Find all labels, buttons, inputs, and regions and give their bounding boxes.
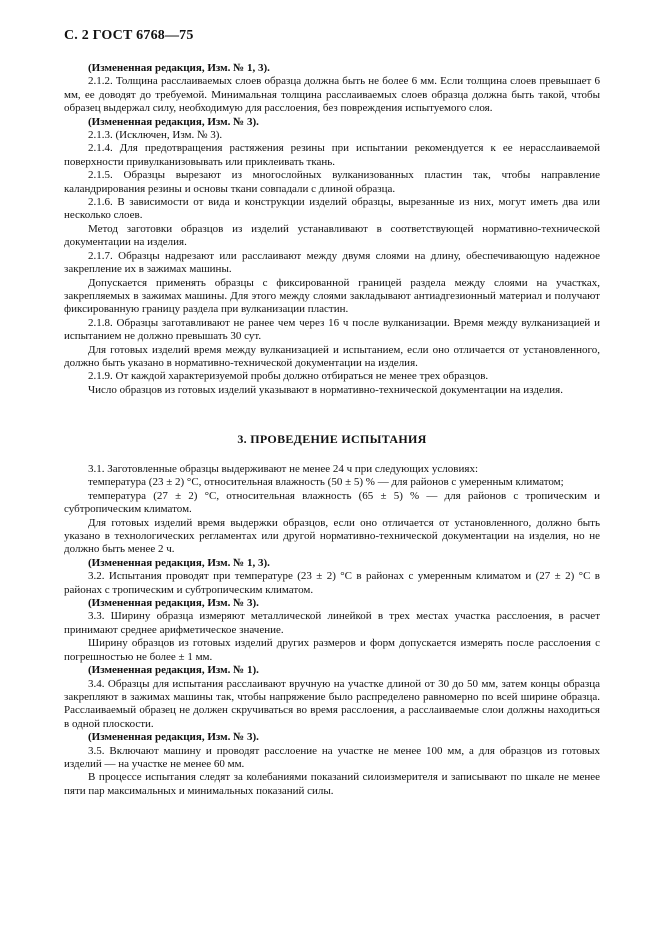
paragraph: 2.1.9. От каждой характеризуемой пробы должно отбираться не менее трех образцов. [88, 370, 489, 383]
paragraph: 2.1.2. Толщина расслаиваемых слоев образца должна быть не более 6 мм. Если толщина слоев превышает 6 мм, ее доводят до требуемой. Минимальная толщина расслаиваемых слоев образца должна быть такой, чтобы образец выдержал силу, необходимую для расслоения, без повреждения испытуемого слоя. [64, 75, 600, 115]
paragraph: 3.2. Испытания проводят при температуре (23 ± 2) °С в районах с умеренным климатом и (27 ± 2) °С в районах с тропическим и субтропическим климатом. [64, 570, 600, 596]
paragraph: (Измененная редакция, Изм. № 1, 3). [88, 62, 270, 74]
paragraph: Ширину образцов из готовых изделий других размеров и форм допускается измерять после расслоения с погрешностью не более ± 1 мм. [64, 637, 600, 663]
paragraph: Для готовых изделий время выдержки образцов, если оно отличается от установленного, должно быть указано в технологических регламентах или другой нормативно-технической документации на изделия, но не должно быть менее 2 ч. [64, 516, 600, 556]
paragraph: 2.1.5. Образцы вырезают из многослойных вулканизованных пластин так, чтобы направление каландрирования резины и основы ткани совпадали с длиной образца. [64, 169, 600, 195]
paragraph: 3.3. Ширину образца измеряют металлической линейкой в трех местах участка расслоения, в расчет принимают среднее арифметическое значение. [64, 610, 600, 636]
paragraph: (Измененная редакция, Изм. № 1). [88, 664, 259, 677]
paragraph: температура (27 ± 2) °С, относительная влажность (65 ± 5) % — для районов с тропическим и субтропическим климатом. [64, 489, 600, 516]
paragraph: 2.1.8. Образцы заготавливают не ранее чем через 16 ч после вулканизации. Время между вулканизацией и испытанием не должно превышать 30 сут. [64, 316, 600, 343]
paragraph: 3.4. Образцы для испытания расслаивают вручную на участке длиной от 30 до 50 мм, затем концы образца закрепляют в зажимах машины так, чтобы напряжение было распределено равномерно по всей ширине образца. Расслаиваемый образец не должен скручиваться во время расслоения, а расслаиваемые слои должны находиться в одной плоскости. [64, 677, 600, 730]
section-3-text [64, 463, 600, 798]
paragraph: Метод заготовки образцов из изделий устанавливают в соответствующей нормативно-технической документации на изделия. [64, 222, 600, 249]
paragraph: В процессе испытания следят за колебаниями показаний силоизмерителя и записывают по шкале не менее пяти пар максимальных и минимальных показаний силы. [64, 771, 600, 797]
paragraph: (Измененная редакция, Изм. № 3). [88, 731, 259, 744]
paragraph: Число образцов из готовых изделий указывают в нормативно-технической документации на изделия. [88, 383, 563, 396]
paragraph: (Измененная редакция, Изм. № 3). [88, 597, 259, 610]
paragraph: Допускается применять образцы с фиксированной границей раздела между слоями на участках, закрепляемых в зажимах машины. Для этого между слоями закладывают антиадгезионный материал и получают фиксированную границу раздела при вулканизации пластин. [64, 276, 600, 316]
page-header: С. 2 ГОСТ 6768—75 [64, 28, 194, 43]
paragraph: 2.1.4. Для предотвращения растяжения резины при испытании рекомендуется к ее нерасслаиваемой поверхности привулканизовывать или приклеивать ткань. [64, 142, 600, 168]
section-2-text [64, 62, 600, 397]
paragraph: 2.1.6. В зависимости от вида и конструкции изделий образцы, вырезанные из них, могут иметь два или несколько слоев. [64, 196, 600, 222]
paragraph: Для готовых изделий время между вулканизацией и испытанием, если оно отличается от установленного, должно быть указано в нормативно-технической документации на изделия. [64, 343, 600, 369]
paragraph: 3.5. Включают машину и проводят расслоение на участке не менее 100 мм, а для образцов из готовых изделий — на участке не менее 60 мм. [64, 744, 600, 770]
paragraph: 2.1.3. (Исключен, Изм. № 3). [88, 129, 223, 142]
paragraph: (Измененная редакция, Изм. № 1, 3). [88, 556, 270, 569]
paragraph: температура (23 ± 2) °С, относительная влажность (50 ± 5) % — для районов с умеренным климатом; [88, 476, 564, 489]
paragraph: 2.1.7. Образцы надрезают или расслаивают между двумя слоями на длину, обеспечивающую надежное закрепление их в зажимах машины. [64, 249, 600, 276]
paragraph: 3.1. Заготовленные образцы выдерживают не менее 24 ч при следующих условиях: [88, 463, 478, 475]
section-title: 3. ПРОВЕДЕНИЕ ИСПЫТАНИЯ [237, 432, 427, 446]
paragraph: (Измененная редакция, Изм. № 3). [88, 115, 259, 128]
